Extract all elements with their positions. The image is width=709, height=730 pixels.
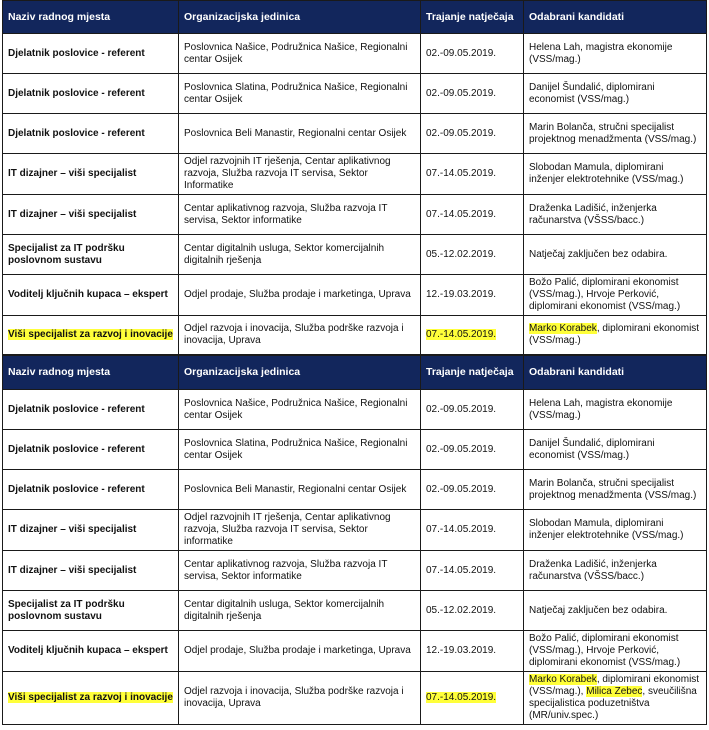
unit-cell: Centar digitalnih usluga, Sektor komercijalnih digitalnih rješenja (179, 591, 421, 631)
unit-cell: Odjel razvoja i inovacija, Služba podrške razvoja i inovacija, Uprava (179, 316, 421, 355)
position-cell: IT dizajner – viši specijalist (3, 195, 179, 235)
position-cell: IT dizajner – viši specijalist (3, 510, 179, 551)
candidates-cell: Marin Bolanča, stručni specijalist projektnog menadžmenta (VSS/mag.) (524, 114, 707, 154)
candidates-cell (524, 316, 707, 355)
duration-cell: 02.-09.05.2019. (421, 74, 524, 114)
candidates-cell: Draženka Ladišić, inženjerka računarstva (VŠSS/bacc.) (524, 195, 707, 235)
candidates-cell: Slobodan Mamula, diplomirani inženjer elektrotehnike (VSS/mag.) (524, 154, 707, 195)
position-cell: Specijalist za IT podršku poslovnom sustavu (3, 591, 179, 631)
candidates-cell: Božo Palić, diplomirani ekonomist (VSS/mag.), Hrvoje Perković, diplomirani ekonomist (VSS/mag.) (524, 275, 707, 316)
highlighted-candidate-2: Milica Zebec (586, 686, 643, 697)
candidates-cell: Draženka Ladišić, inženjerka računarstva (VŠSS/bacc.) (524, 551, 707, 591)
duration-cell: 12.-19.03.2019. (421, 275, 524, 316)
position-cell: Specijalist za IT podršku poslovnom sustavu (3, 235, 179, 275)
header-unit: Organizacijska jedinica (179, 356, 421, 390)
position-cell: Djelatnik poslovice - referent (3, 390, 179, 430)
position-cell: Voditelj ključnih kupaca – ekspert (3, 275, 179, 316)
candidate-1-details: , diplomirani ekonomist (VSS/mag.), (529, 674, 700, 697)
position-cell (3, 672, 179, 725)
header-duration: Trajanje natječaja (421, 356, 524, 390)
highlighted-position: Viši specijalist za razvoj i inovacije (8, 329, 173, 340)
duration-cell: 02.-09.05.2019. (421, 390, 524, 430)
position-cell: Djelatnik poslovice - referent (3, 430, 179, 470)
highlighted-duration: 07.-14.05.2019. (426, 692, 497, 703)
vacancy-table-1 (2, 0, 707, 355)
position-cell (3, 316, 179, 355)
duration-cell (421, 316, 524, 355)
candidates-cell: Marin Bolanča, stručni specijalist projektnog menadžmenta (VSS/mag.) (524, 470, 707, 510)
duration-cell: 07.-14.05.2019. (421, 510, 524, 551)
duration-cell: 07.-14.05.2019. (421, 195, 524, 235)
duration-cell: 12.-19.03.2019. (421, 631, 524, 672)
header-candidates: Odabrani kandidati (524, 356, 707, 390)
duration-cell (421, 672, 524, 725)
highlighted-candidate-1: Marko Korabek (529, 674, 597, 685)
candidates-cell: Helena Lah, magistra ekonomije (VSS/mag.) (524, 390, 707, 430)
highlighted-duration: 07.-14.05.2019. (426, 329, 497, 340)
header-unit: Organizacijska jedinica (179, 1, 421, 34)
candidates-cell: Natječaj zaključen bez odabira. (524, 591, 707, 631)
position-cell: Djelatnik poslovice - referent (3, 74, 179, 114)
unit-cell: Poslovnica Beli Manastir, Regionalni centar Osijek (179, 114, 421, 154)
table-row (3, 390, 707, 430)
highlighted-candidate: Marko Korabek (529, 323, 597, 334)
position-cell: Djelatnik poslovice - referent (3, 114, 179, 154)
position-cell: IT dizajner – viši specijalist (3, 551, 179, 591)
candidates-cell: Božo Palić, diplomirani ekonomist (VSS/mag.), Hrvoje Perković, diplomirani ekonomist (VSS/mag.) (524, 631, 707, 672)
unit-cell: Odjel prodaje, Služba prodaje i marketinga, Uprava (179, 631, 421, 672)
candidate-details: , diplomirani ekonomist (VSS/mag.) (529, 323, 700, 346)
duration-cell: 07.-14.05.2019. (421, 154, 524, 195)
candidates-cell: Natječaj zaključen bez odabira. (524, 235, 707, 275)
candidates-cell (524, 672, 707, 725)
unit-cell: Centar aplikativnog razvoja, Služba razvoja IT servisa, Sektor informatike (179, 551, 421, 591)
vacancy-table-2 (2, 355, 707, 725)
duration-cell: 02.-09.05.2019. (421, 114, 524, 154)
unit-cell: Centar digitalnih usluga, Sektor komercijalnih digitalnih rješenja (179, 235, 421, 275)
duration-cell: 07.-14.05.2019. (421, 551, 524, 591)
unit-cell: Poslovnica Slatina, Podružnica Našice, Regionalni centar Osijek (179, 74, 421, 114)
table-row (3, 430, 707, 470)
table-header-row (3, 1, 707, 34)
duration-cell: 02.-09.05.2019. (421, 430, 524, 470)
candidates-cell: Helena Lah, magistra ekonomije (VSS/mag.) (524, 34, 707, 74)
table-row (3, 631, 707, 672)
candidate-2-details: , sveučilišna specijalistica poduzetništva (MR/univ.spec.) (529, 686, 697, 721)
table-header-row (3, 356, 707, 390)
unit-cell: Odjel prodaje, Služba prodaje i marketinga, Uprava (179, 275, 421, 316)
duration-cell: 05.-12.02.2019. (421, 591, 524, 631)
table-row (3, 551, 707, 591)
position-cell: Djelatnik poslovice - referent (3, 470, 179, 510)
duration-cell: 05.-12.02.2019. (421, 235, 524, 275)
table-row (3, 275, 707, 316)
header-candidates: Odabrani kandidati (524, 1, 707, 34)
table-row (3, 510, 707, 551)
table-row (3, 114, 707, 154)
header-position: Naziv radnog mjesta (3, 356, 179, 390)
candidates-cell: Slobodan Mamula, diplomirani inženjer elektrotehnike (VSS/mag.) (524, 510, 707, 551)
unit-cell: Odjel razvojnih IT rješenja, Centar aplikativnog razvoja, Služba razvoja IT servisa, Sektor informatike (179, 510, 421, 551)
unit-cell: Poslovnica Našice, Podružnica Našice, Regionalni centar Osijek (179, 34, 421, 74)
unit-cell: Odjel razvoja i inovacija, Služba podrške razvoja i inovacija, Uprava (179, 672, 421, 725)
unit-cell: Odjel razvojnih IT rješenja, Centar aplikativnog razvoja, Služba razvoja IT servisa, Sektor Informatike (179, 154, 421, 195)
position-cell: Voditelj ključnih kupaca – ekspert (3, 631, 179, 672)
duration-cell: 02.-09.05.2019. (421, 470, 524, 510)
position-cell: Djelatnik poslovice - referent (3, 34, 179, 74)
unit-cell: Poslovnica Slatina, Podružnica Našice, Regionalni centar Osijek (179, 430, 421, 470)
table-row (3, 34, 707, 74)
candidates-cell: Danijel Šundalić, diplomirani economist (VSS/mag.) (524, 430, 707, 470)
table-row (3, 154, 707, 195)
unit-cell: Poslovnica Našice, Podružnica Našice, Regionalni centar Osijek (179, 390, 421, 430)
candidates-cell: Danijel Šundalić, diplomirani economist (VSS/mag.) (524, 74, 707, 114)
unit-cell: Centar aplikativnog razvoja, Služba razvoja IT servisa, Sektor informatike (179, 195, 421, 235)
duration-cell: 02.-09.05.2019. (421, 34, 524, 74)
table-row (3, 235, 707, 275)
unit-cell: Poslovnica Beli Manastir, Regionalni centar Osijek (179, 470, 421, 510)
table-row (3, 470, 707, 510)
table-row (3, 74, 707, 114)
table-row (3, 591, 707, 631)
header-duration: Trajanje natječaja (421, 1, 524, 34)
table-row-highlighted (3, 672, 707, 725)
position-cell: IT dizajner – viši specijalist (3, 154, 179, 195)
table-row-highlighted (3, 316, 707, 355)
header-position: Naziv radnog mjesta (3, 1, 179, 34)
table-row (3, 195, 707, 235)
highlighted-position: Viši specijalist za razvoj i inovacije (8, 692, 173, 703)
